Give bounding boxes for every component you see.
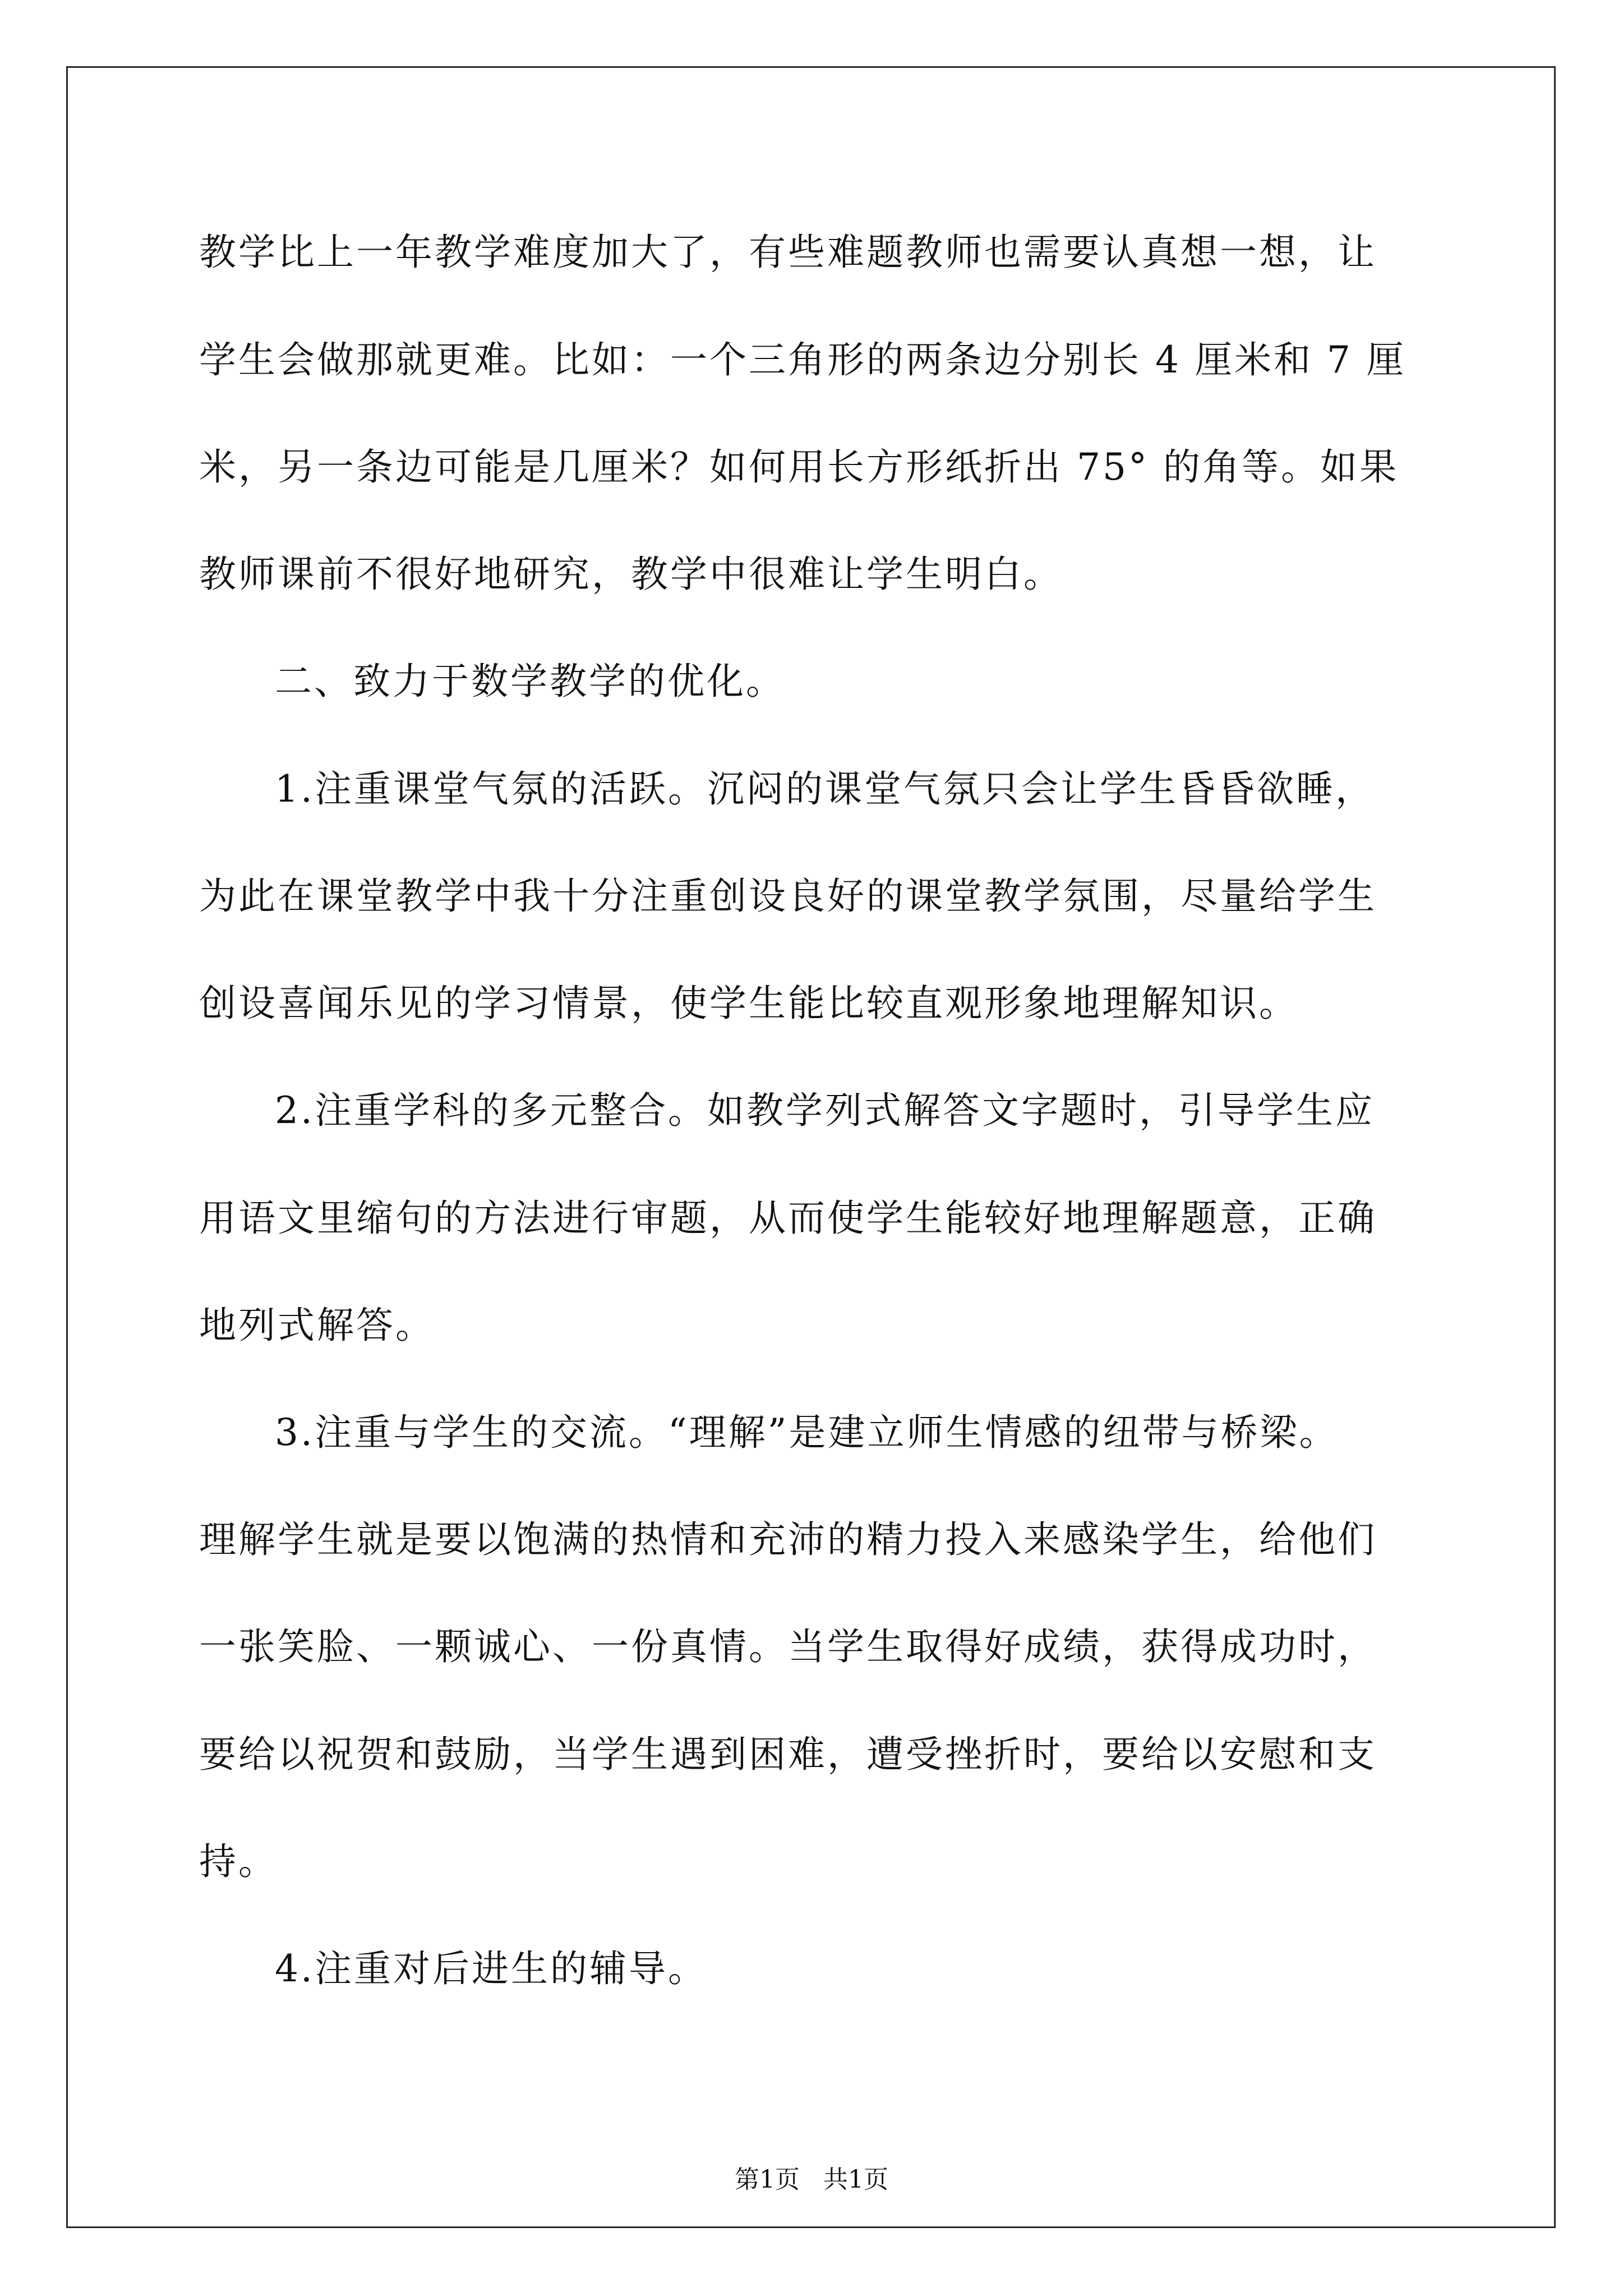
page-footer: 第1页 共1页 [735, 2165, 888, 2194]
body-line: 地列式解答。 [199, 1304, 435, 1347]
body-line: 理解学生就是要以饱满的热情和充沛的精力投入来感染学生，给他们 [199, 1518, 1377, 1561]
body-line: 持。 [199, 1840, 278, 1883]
body-line: 教学比上一年教学难度加大了，有些难题教师也需要认真想一想，让 [199, 231, 1377, 274]
body-line: 4.注重对后进生的辅导。 [275, 1947, 707, 1990]
body-line: 3.注重与学生的交流。“理解”是建立师生情感的纽带与桥梁。 [275, 1411, 1339, 1454]
body-line: 创设喜闻乐见的学习情景，使学生能比较直观形象地理解知识。 [199, 982, 1298, 1025]
body-line: 学生会做那就更难。比如：一个三角形的两条边分别长 4 厘米和 7 厘 [199, 338, 1406, 381]
body-line: 2.注重学科的多元整合。如教学列式解答文字题时，引导学生应 [275, 1089, 1375, 1132]
body-line: 1.注重课堂气氛的活跃。沉闷的课堂气氛只会让学生昏昏欲睡， [275, 767, 1375, 811]
body-line: 为此在课堂教学中我十分注重创设良好的课堂教学氛围，尽量给学生 [199, 875, 1377, 918]
body-line: 教师课前不很好地研究，教学中很难让学生明白。 [199, 553, 1063, 596]
body-line: 一张笑脸、一颗诚心、一份真情。当学生取得好成绩，获得成功时， [199, 1625, 1377, 1668]
body-line: 要给以祝贺和鼓励，当学生遇到困难，遭受挫折时，要给以安慰和支 [199, 1733, 1377, 1776]
page-border [66, 66, 1556, 2228]
body-line: 用语文里缩句的方法进行审题，从而使学生能较好地理解题意，正确 [199, 1197, 1377, 1240]
section-heading: 二、致力于数学教学的优化。 [275, 660, 785, 703]
body-line: 米，另一条边可能是几厘米？如何用长方形纸折出 75° 的角等。如果 [199, 445, 1399, 489]
